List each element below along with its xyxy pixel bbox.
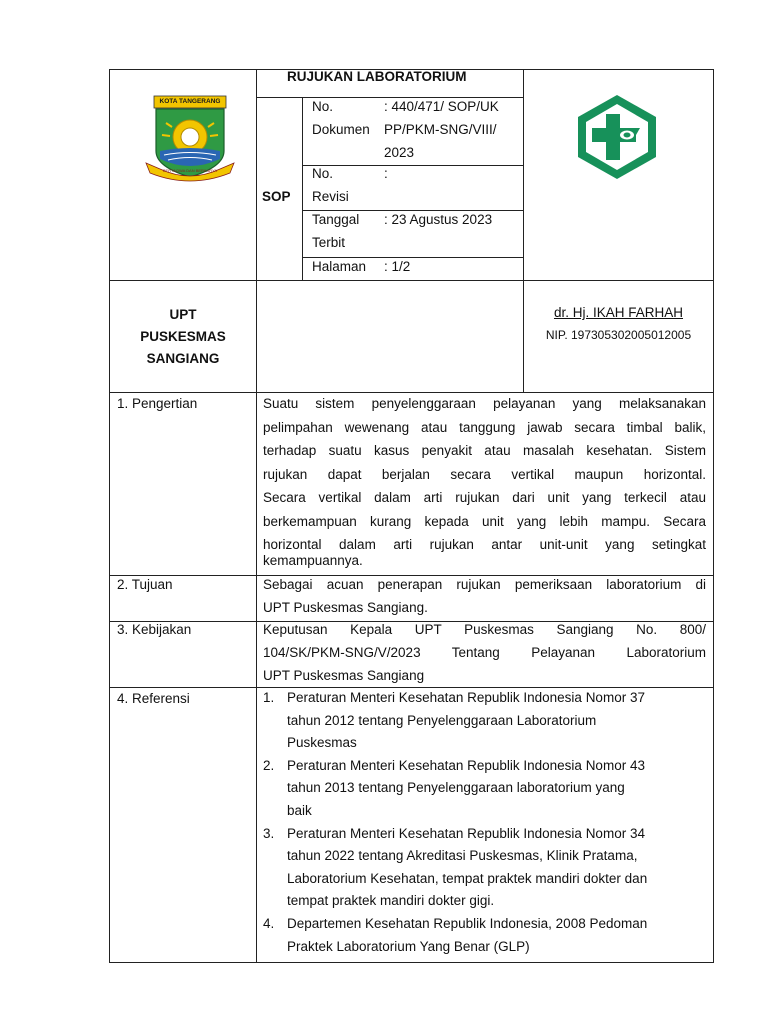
health-cross-icon xyxy=(572,92,662,182)
referensi-list xyxy=(263,687,708,958)
referensi-item: 3. Peraturan Menteri Kesehatan Republik Indonesia Nomor 34 tahun 2022 tentang Akreditasi Puskesmas, Klinik Pratama, Laboratorium Kesehatan, tempat praktek mandiri dokter dan tempat praktek mandiri dokter gigi. xyxy=(263,825,648,909)
signer-nip: NIP. 197305302005012005 xyxy=(545,328,692,342)
meta-no-dokumen-label: No. Dokumen xyxy=(312,99,370,137)
table-col-divider xyxy=(256,69,257,963)
meta-no-revisi-value: : xyxy=(384,166,388,181)
document-title: RUJUKAN LABORATORIUM xyxy=(287,69,467,84)
meta-halaman-value: : 1/2 xyxy=(384,259,411,274)
kota-tangerang-logo xyxy=(144,93,236,185)
meta-no-revisi-label: No. Revisi xyxy=(312,166,349,204)
kebijakan-label: 3. Kebijakan xyxy=(117,622,192,637)
referensi-item: 4. Departemen Kesehatan Republik Indonesia, 2008 Pedoman Praktek Laboratorium Yang Benar (GLP) xyxy=(263,915,648,954)
meta-tanggal-value: : 23 Agustus 2023 xyxy=(384,212,493,227)
signer-name: dr. Hj. IKAH FARHAH xyxy=(553,305,684,320)
table-border-bottom xyxy=(109,962,714,963)
logo-ribbon-text: BERTAQWA DAN BERKARYA xyxy=(162,168,218,173)
org-name: UPT PUSKESMAS SANGIANG xyxy=(140,307,226,366)
meta-tanggal-label: Tanggal Terbit xyxy=(312,212,360,250)
referensi-label: 4. Referensi xyxy=(117,691,190,706)
tujuan-label: 2. Tujuan xyxy=(117,577,173,592)
table-border-left xyxy=(109,69,110,963)
sop-label: SOP xyxy=(262,189,291,204)
referensi-item: 2. Peraturan Menteri Kesehatan Republik Indonesia Nomor 43 tahun 2013 tentang Penyelenggaraan laboratorium yang baik xyxy=(263,757,645,818)
table-border-right xyxy=(713,69,714,963)
table-line-header-bottom xyxy=(109,280,714,281)
table-line-sop-divider xyxy=(302,97,303,281)
logo-banner-text: KOTA TANGERANG xyxy=(159,98,221,105)
pengertian-label: 1. Pengertian xyxy=(117,396,198,411)
meta-no-dokumen-value: : 440/471/ SOP/UK PP/PKM-SNG/VIII/ 2023 xyxy=(384,99,499,160)
referensi-item: 1. Peraturan Menteri Kesehatan Republik Indonesia Nomor 37 tahun 2012 tentang Penyelenggaraan Laboratorium Puskesmas xyxy=(263,690,645,751)
meta-halaman-label: Halaman xyxy=(312,259,367,274)
puskesmas-logo xyxy=(572,92,662,182)
